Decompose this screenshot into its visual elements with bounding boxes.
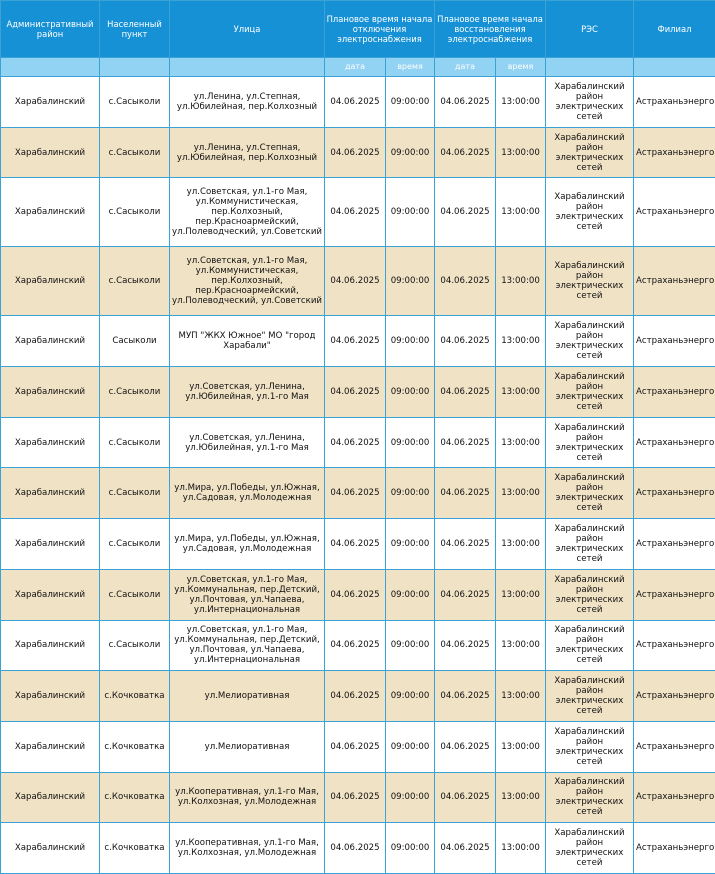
cell-off-time: 09:00:00 xyxy=(386,367,435,418)
cell-off-date: 04.06.2025 xyxy=(325,77,386,128)
table-row xyxy=(1,519,715,570)
cell-off-date: 04.06.2025 xyxy=(325,247,386,316)
cell-district: Харабалинский xyxy=(1,823,100,874)
cell-off-time: 09:00:00 xyxy=(386,823,435,874)
cell-settlement: с.Сасыколи xyxy=(100,178,170,247)
subheader-blank xyxy=(100,58,170,77)
cell-off-date: 04.06.2025 xyxy=(325,468,386,519)
table-row xyxy=(1,127,715,178)
cell-street: ул.Кооперативная, ул.1-го Мая, ул.Колхозная, ул.Молодежная xyxy=(170,772,325,823)
cell-off-date: 04.06.2025 xyxy=(325,620,386,671)
cell-street: ул.Советская, ул.1-го Мая, ул.Коммунальная, пер.Детский, ул.Почтовая, ул.Чапаева, ул.Интернациональная xyxy=(170,569,325,620)
cell-res: Харабалинский район электрических сетей xyxy=(546,316,634,367)
cell-branch: Астраханьэнерго xyxy=(634,127,715,178)
cell-off-date: 04.06.2025 xyxy=(325,316,386,367)
cell-on-date: 04.06.2025 xyxy=(435,569,496,620)
cell-off-date: 04.06.2025 xyxy=(325,823,386,874)
cell-district: Харабалинский xyxy=(1,468,100,519)
cell-street: ул.Советская, ул.1-го Мая, ул.Коммунальная, пер.Детский, ул.Почтовая, ул.Чапаева, ул.Интернациональная xyxy=(170,620,325,671)
cell-on-time: 13:00:00 xyxy=(496,178,546,247)
cell-on-time: 13:00:00 xyxy=(496,247,546,316)
cell-res: Харабалинский район электрических сетей xyxy=(546,620,634,671)
cell-off-time: 09:00:00 xyxy=(386,620,435,671)
cell-res: Харабалинский район электрических сетей xyxy=(546,569,634,620)
cell-on-time: 13:00:00 xyxy=(496,721,546,772)
cell-on-time: 13:00:00 xyxy=(496,569,546,620)
cell-district: Харабалинский xyxy=(1,247,100,316)
cell-off-time: 09:00:00 xyxy=(386,671,435,722)
cell-settlement: с.Сасыколи xyxy=(100,127,170,178)
cell-res: Харабалинский район электрических сетей xyxy=(546,823,634,874)
cell-street: ул.Ленина, ул.Степная, ул.Юбилейная, пер.Колхозный xyxy=(170,77,325,128)
cell-on-date: 04.06.2025 xyxy=(435,823,496,874)
cell-off-time: 09:00:00 xyxy=(386,77,435,128)
cell-on-time: 13:00:00 xyxy=(496,316,546,367)
cell-off-date: 04.06.2025 xyxy=(325,721,386,772)
cell-branch: Астраханьэнерго xyxy=(634,316,715,367)
table-row xyxy=(1,367,715,418)
cell-district: Харабалинский xyxy=(1,367,100,418)
cell-branch: Астраханьэнерго xyxy=(634,772,715,823)
cell-off-date: 04.06.2025 xyxy=(325,367,386,418)
cell-res: Харабалинский район электрических сетей xyxy=(546,417,634,468)
cell-on-date: 04.06.2025 xyxy=(435,77,496,128)
cell-off-time: 09:00:00 xyxy=(386,178,435,247)
cell-on-time: 13:00:00 xyxy=(496,772,546,823)
subheader-blank xyxy=(634,58,715,77)
cell-settlement: с.Сасыколи xyxy=(100,77,170,128)
cell-res: Харабалинский район электрических сетей xyxy=(546,671,634,722)
cell-branch: Астраханьэнерго xyxy=(634,178,715,247)
cell-street: ул.Кооперативная, ул.1-го Мая, ул.Колхозная, ул.Молодежная xyxy=(170,823,325,874)
table-row xyxy=(1,77,715,128)
table-row xyxy=(1,468,715,519)
table-row xyxy=(1,178,715,247)
cell-on-date: 04.06.2025 xyxy=(435,367,496,418)
cell-settlement: с.Кочковатка xyxy=(100,671,170,722)
cell-branch: Астраханьэнерго xyxy=(634,823,715,874)
cell-off-date: 04.06.2025 xyxy=(325,417,386,468)
subheader-off-date: дата xyxy=(325,58,386,77)
subheader-on-date: дата xyxy=(435,58,496,77)
subheader-blank xyxy=(170,58,325,77)
cell-off-date: 04.06.2025 xyxy=(325,178,386,247)
table-row xyxy=(1,620,715,671)
cell-district: Харабалинский xyxy=(1,417,100,468)
header-off-time: Плановое время начала отключения электроснабжения xyxy=(325,1,435,58)
cell-on-date: 04.06.2025 xyxy=(435,772,496,823)
cell-res: Харабалинский район электрических сетей xyxy=(546,468,634,519)
cell-district: Харабалинский xyxy=(1,620,100,671)
cell-res: Харабалинский район электрических сетей xyxy=(546,127,634,178)
table-row xyxy=(1,569,715,620)
cell-settlement: с.Сасыколи xyxy=(100,417,170,468)
cell-branch: Астраханьэнерго xyxy=(634,77,715,128)
subheader-blank xyxy=(1,58,100,77)
header-settlement: Населенный пункт xyxy=(100,1,170,58)
cell-branch: Астраханьэнерго xyxy=(634,247,715,316)
cell-off-time: 09:00:00 xyxy=(386,569,435,620)
cell-on-date: 04.06.2025 xyxy=(435,519,496,570)
table-row xyxy=(1,316,715,367)
cell-settlement: с.Кочковатка xyxy=(100,721,170,772)
cell-settlement: Сасыколи xyxy=(100,316,170,367)
cell-branch: Астраханьэнерго xyxy=(634,468,715,519)
cell-branch: Астраханьэнерго xyxy=(634,519,715,570)
cell-off-date: 04.06.2025 xyxy=(325,519,386,570)
cell-res: Харабалинский район электрических сетей xyxy=(546,772,634,823)
cell-res: Харабалинский район электрических сетей xyxy=(546,367,634,418)
cell-on-time: 13:00:00 xyxy=(496,127,546,178)
cell-on-time: 13:00:00 xyxy=(496,468,546,519)
cell-on-time: 13:00:00 xyxy=(496,823,546,874)
cell-street: ул.Мелиоративная xyxy=(170,671,325,722)
cell-branch: Астраханьэнерго xyxy=(634,671,715,722)
cell-settlement: с.Кочковатка xyxy=(100,823,170,874)
cell-off-time: 09:00:00 xyxy=(386,247,435,316)
subheader-on-time: время xyxy=(496,58,546,77)
cell-street: ул.Мира, ул.Победы, ул.Южная, ул.Садовая, ул.Молодежная xyxy=(170,519,325,570)
table-row xyxy=(1,417,715,468)
cell-street: ул.Мелиоративная xyxy=(170,721,325,772)
cell-res: Харабалинский район электрических сетей xyxy=(546,178,634,247)
subheader-blank xyxy=(546,58,634,77)
cell-on-date: 04.06.2025 xyxy=(435,721,496,772)
cell-off-time: 09:00:00 xyxy=(386,468,435,519)
cell-on-date: 04.06.2025 xyxy=(435,620,496,671)
cell-on-time: 13:00:00 xyxy=(496,671,546,722)
cell-street: ул.Советская, ул.1-го Мая, ул.Коммунистическая, пер.Колхозный, пер.Красноармейский, ул.Полеводческий, ул.Советский xyxy=(170,178,325,247)
cell-settlement: с.Сасыколи xyxy=(100,468,170,519)
cell-on-time: 13:00:00 xyxy=(496,519,546,570)
cell-settlement: с.Сасыколи xyxy=(100,519,170,570)
header-restore-time: Плановое время начала восстановления электроснабжения xyxy=(435,1,546,58)
table-row xyxy=(1,772,715,823)
cell-branch: Астраханьэнерго xyxy=(634,417,715,468)
cell-settlement: с.Сасыколи xyxy=(100,247,170,316)
cell-off-time: 09:00:00 xyxy=(386,417,435,468)
cell-res: Харабалинский район электрических сетей xyxy=(546,721,634,772)
cell-on-date: 04.06.2025 xyxy=(435,468,496,519)
cell-on-date: 04.06.2025 xyxy=(435,417,496,468)
cell-settlement: с.Кочковатка xyxy=(100,772,170,823)
cell-on-time: 13:00:00 xyxy=(496,77,546,128)
cell-district: Харабалинский xyxy=(1,127,100,178)
cell-off-time: 09:00:00 xyxy=(386,772,435,823)
cell-on-date: 04.06.2025 xyxy=(435,127,496,178)
cell-branch: Астраханьэнерго xyxy=(634,721,715,772)
cell-district: Харабалинский xyxy=(1,178,100,247)
cell-on-date: 04.06.2025 xyxy=(435,178,496,247)
header-district: Административный район xyxy=(1,1,100,58)
cell-on-time: 13:00:00 xyxy=(496,620,546,671)
cell-res: Харабалинский район электрических сетей xyxy=(546,77,634,128)
cell-res: Харабалинский район электрических сетей xyxy=(546,247,634,316)
table-row xyxy=(1,823,715,874)
cell-off-date: 04.06.2025 xyxy=(325,772,386,823)
table-row xyxy=(1,247,715,316)
cell-off-time: 09:00:00 xyxy=(386,127,435,178)
cell-off-date: 04.06.2025 xyxy=(325,671,386,722)
cell-off-time: 09:00:00 xyxy=(386,721,435,772)
cell-district: Харабалинский xyxy=(1,721,100,772)
cell-street: ул.Советская, ул.1-го Мая, ул.Коммунистическая, пер.Колхозный, пер.Красноармейский, ул.Полеводческий, ул.Советский xyxy=(170,247,325,316)
cell-off-date: 04.06.2025 xyxy=(325,569,386,620)
header-res: РЭС xyxy=(546,1,634,58)
cell-off-time: 09:00:00 xyxy=(386,519,435,570)
cell-district: Харабалинский xyxy=(1,671,100,722)
cell-on-date: 04.06.2025 xyxy=(435,247,496,316)
cell-settlement: с.Сасыколи xyxy=(100,569,170,620)
cell-off-time: 09:00:00 xyxy=(386,316,435,367)
cell-settlement: с.Сасыколи xyxy=(100,367,170,418)
table-row xyxy=(1,721,715,772)
cell-district: Харабалинский xyxy=(1,772,100,823)
cell-on-date: 04.06.2025 xyxy=(435,671,496,722)
cell-off-date: 04.06.2025 xyxy=(325,127,386,178)
cell-street: МУП "ЖКХ Южное" МО "город Харабали" xyxy=(170,316,325,367)
table-row xyxy=(1,671,715,722)
cell-on-time: 13:00:00 xyxy=(496,367,546,418)
cell-settlement: с.Сасыколи xyxy=(100,620,170,671)
cell-on-date: 04.06.2025 xyxy=(435,316,496,367)
cell-res: Харабалинский район электрических сетей xyxy=(546,519,634,570)
header-branch: Филиал xyxy=(634,1,715,58)
cell-district: Харабалинский xyxy=(1,569,100,620)
subheader-off-time: время xyxy=(386,58,435,77)
cell-district: Харабалинский xyxy=(1,519,100,570)
cell-district: Харабалинский xyxy=(1,316,100,367)
cell-on-time: 13:00:00 xyxy=(496,417,546,468)
cell-branch: Астраханьэнерго xyxy=(634,367,715,418)
header-street: Улица xyxy=(170,1,325,58)
cell-branch: Астраханьэнерго xyxy=(634,620,715,671)
cell-street: ул.Советская, ул.Ленина, ул.Юбилейная, ул.1-го Мая xyxy=(170,367,325,418)
cell-branch: Астраханьэнерго xyxy=(634,569,715,620)
cell-street: ул.Мира, ул.Победы, ул.Южная, ул.Садовая, ул.Молодежная xyxy=(170,468,325,519)
cell-street: ул.Ленина, ул.Степная, ул.Юбилейная, пер.Колхозный xyxy=(170,127,325,178)
cell-street: ул.Советская, ул.Ленина, ул.Юбилейная, ул.1-го Мая xyxy=(170,417,325,468)
cell-district: Харабалинский xyxy=(1,77,100,128)
